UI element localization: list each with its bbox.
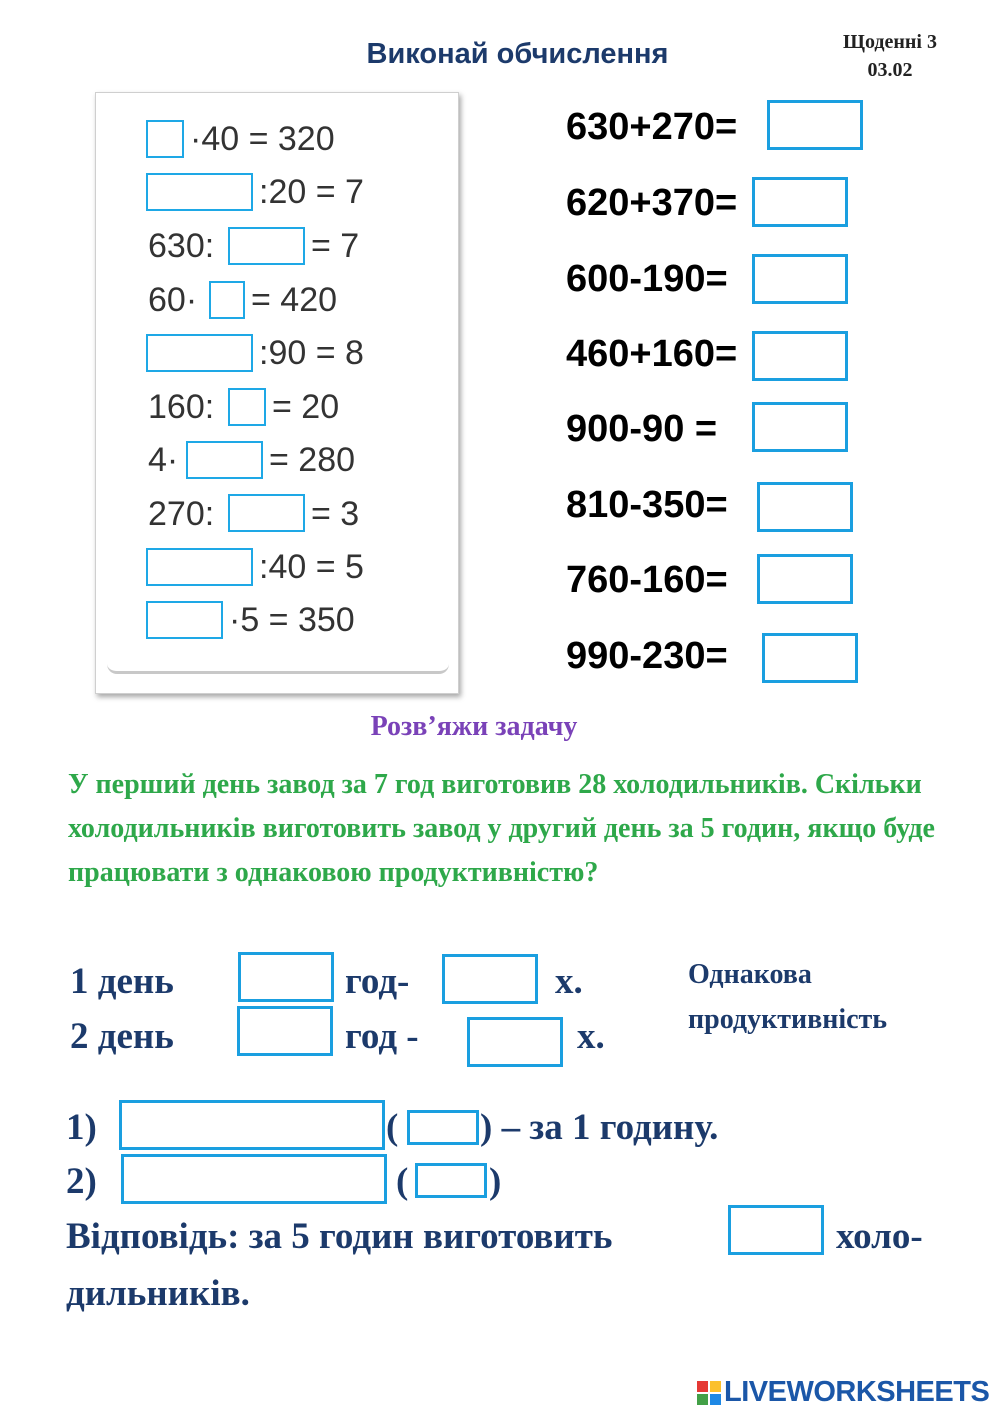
answer-box-left-5[interactable] xyxy=(146,334,253,372)
answer-text-end: холо- xyxy=(836,1216,923,1257)
right-exercise-2: 620+370= xyxy=(566,182,738,224)
left-exercise-6-operand: 160: xyxy=(148,388,215,426)
answer-box-left-7[interactable] xyxy=(186,441,263,479)
day1-items-box[interactable] xyxy=(442,954,538,1004)
day1-hours-unit: год- xyxy=(345,961,410,1002)
left-exercise-2-text: :20 = 7 xyxy=(259,173,364,211)
left-exercise-7-operand: 4· xyxy=(148,441,179,479)
answer-box-right-7[interactable] xyxy=(757,554,853,604)
left-exercise-5-text: :90 = 8 xyxy=(259,334,364,372)
answer-box-right-2[interactable] xyxy=(752,177,848,227)
left-exercise-8-text: = 3 xyxy=(311,495,360,533)
answer-box[interactable] xyxy=(728,1205,824,1255)
right-exercise-3: 600-190= xyxy=(566,258,728,300)
answer-box-right-5[interactable] xyxy=(752,402,848,452)
page-title: Виконай обчислення xyxy=(366,38,669,70)
answer-box-left-8[interactable] xyxy=(228,494,305,532)
step2-result-box[interactable] xyxy=(415,1163,487,1198)
left-exercise-6-text: = 20 xyxy=(272,388,340,426)
step2-number: 2) xyxy=(66,1161,97,1202)
liveworksheets-logo xyxy=(697,1376,989,1406)
left-exercise-4-operand: 60· xyxy=(148,281,198,319)
answer-box-right-1[interactable] xyxy=(767,100,863,150)
daily-label xyxy=(820,28,960,84)
left-exercise-10-text: ·5 = 350 xyxy=(229,601,355,639)
problem-text: У перший день завод за 7 год виготовив 28 холодильників. Скільки холодильників виготовить завод у другий день за 5 годин, якщо буде працювати з однаковою продуктивністю? xyxy=(68,769,935,888)
left-exercise-9-text: :40 = 5 xyxy=(259,548,364,586)
answer-box-left-9[interactable] xyxy=(146,548,253,586)
step2-expression-box[interactable] xyxy=(121,1154,387,1204)
day2-hours-unit: год - xyxy=(345,1016,419,1057)
right-exercise-5: 900-90 = xyxy=(566,408,718,450)
answer-box-left-10[interactable] xyxy=(146,601,223,639)
right-exercise-8: 990-230= xyxy=(566,635,728,677)
answer-box-left-3[interactable] xyxy=(228,227,305,265)
step1-open-paren: ( xyxy=(386,1107,399,1148)
day1-label: 1 день xyxy=(70,961,174,1002)
liveworksheets-logo-icon xyxy=(697,1381,721,1405)
left-exercise-8-operand: 270: xyxy=(148,495,215,533)
step1-close-text: ) – за 1 годину. xyxy=(480,1107,719,1148)
answer-box-left-6[interactable] xyxy=(228,388,266,426)
day1-items-unit: х. xyxy=(555,961,583,1002)
step2-open-paren: ( xyxy=(396,1161,409,1202)
answer-box-right-4[interactable] xyxy=(752,331,848,381)
answer-box-left-1[interactable] xyxy=(146,120,184,158)
answer-text-line2: дильників. xyxy=(66,1273,250,1314)
liveworksheets-logo-text: LIVEWORKSHEETS xyxy=(724,1376,990,1408)
day2-items-box[interactable] xyxy=(467,1017,563,1067)
right-exercise-6: 810-350= xyxy=(566,484,728,526)
left-exercise-7-text: = 280 xyxy=(269,441,356,479)
right-exercise-4: 460+160= xyxy=(566,333,738,375)
problem-title: Розв’яжи задачу xyxy=(370,711,578,742)
left-exercise-3-operand: 630: xyxy=(148,227,215,265)
answer-box-right-6[interactable] xyxy=(757,482,853,532)
left-exercise-4-text: = 420 xyxy=(251,281,338,319)
day1-hours-box[interactable] xyxy=(238,952,334,1002)
card-bottom-arc xyxy=(107,656,449,674)
right-exercise-7: 760-160= xyxy=(566,559,728,601)
day2-label: 2 день xyxy=(70,1016,174,1057)
answer-box-right-3[interactable] xyxy=(752,254,848,304)
step2-close-paren: ) xyxy=(489,1161,502,1202)
daily-date: 03.02 xyxy=(867,59,913,81)
day2-hours-box[interactable] xyxy=(237,1006,333,1056)
same-productivity-note-line2: продуктивність xyxy=(688,1004,888,1035)
day2-items-unit: х. xyxy=(577,1016,605,1057)
answer-box-left-2[interactable] xyxy=(146,173,253,211)
right-exercise-1: 630+270= xyxy=(566,106,738,148)
answer-box-right-8[interactable] xyxy=(762,633,858,683)
answer-text-start: Відповідь: за 5 годин виготовить xyxy=(66,1216,613,1257)
left-exercise-3-text: = 7 xyxy=(311,227,360,265)
step1-number: 1) xyxy=(66,1107,97,1148)
same-productivity-note-line1: Однакова xyxy=(688,959,812,990)
step1-expression-box[interactable] xyxy=(119,1100,385,1150)
daily-label-line1: Щоденні 3 xyxy=(843,31,937,53)
step1-result-box[interactable] xyxy=(407,1110,479,1145)
left-exercise-1-text: ·40 = 320 xyxy=(190,120,335,158)
answer-box-left-4[interactable] xyxy=(209,281,245,319)
